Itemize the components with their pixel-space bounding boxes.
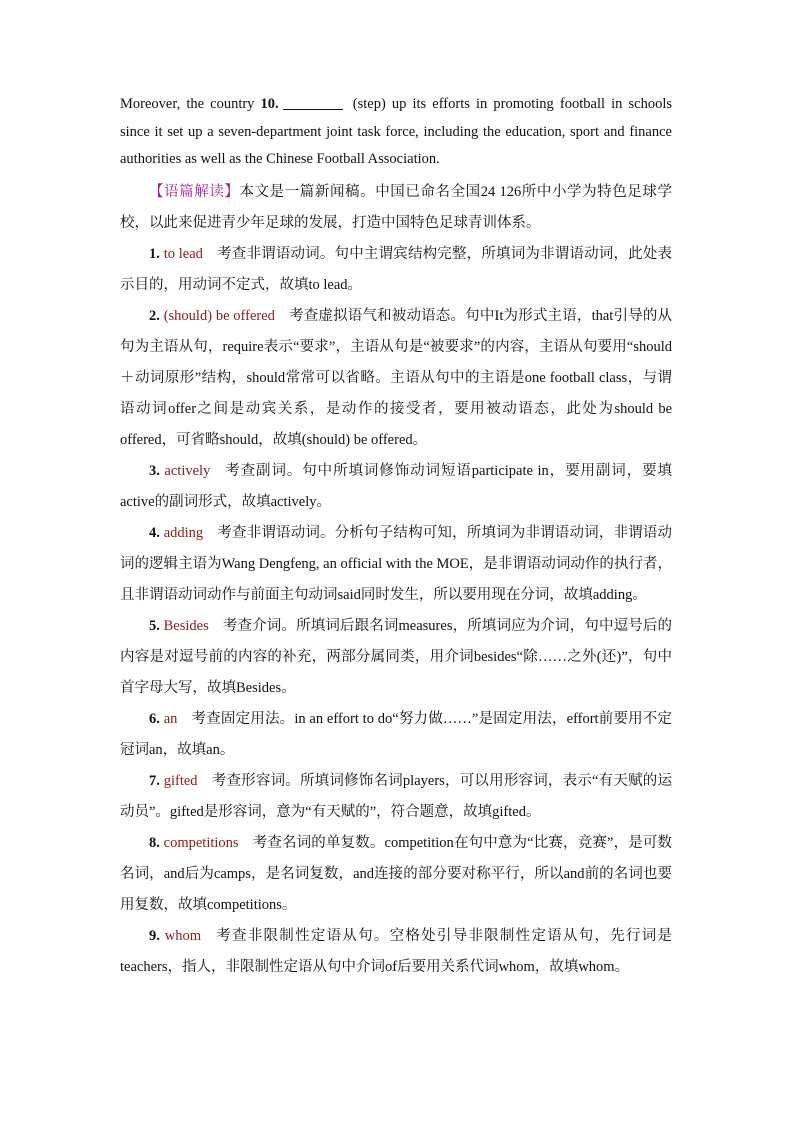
item-number: 8.: [149, 834, 160, 851]
item-answer: an: [163, 710, 178, 727]
item-explanation: 考查介词。所填词后跟名词measures，所填词应为介词，句中逗号后的内容是对逗号前的内容的补充，两部分属同类，用介词besides“除……之外(还)”，句中首字母大写，故填Besides。: [120, 617, 672, 696]
item-explanation: 考查副词。句中所填词修饰动词短语participate in，要用副词，要填active的副词形式，故填actively。: [120, 462, 673, 510]
explanation-item: [120, 921, 672, 983]
item-number: 2.: [149, 307, 160, 324]
item-number: 9.: [149, 927, 160, 944]
passage-text-post: (step) up its efforts in promoting football in schools since it set up a seven-department joint task force, including the education, sport and finance authorities as well as the Chinese Football Association.: [120, 96, 672, 167]
item-answer: (should) be offered: [163, 307, 275, 324]
item-number: 7.: [149, 772, 160, 789]
explanation-item: [120, 828, 672, 921]
item-explanation: 考查形容词。所填词修饰名词players，可以用形容词，表示“有天赋的运动员”。gifted是形容词，意为“有天赋的”，符合题意，故填gifted。: [120, 772, 673, 820]
item-explanation: 考查非限制性定语从句。空格处引导非限制性定语从句，先行词是teachers，指人，非限制性定语从句中介词of后要用关系代词whom，故填whom。: [120, 927, 673, 975]
item-answer: to lead: [163, 245, 203, 262]
explanation-item: [120, 518, 672, 611]
item-explanation: 考查名词的单复数。competition在句中意为“比赛，竞赛”，是可数名词，and后为camps，是名词复数，and连接的部分要对称平行，所以and前的名词也要用复数，故填competitions。: [120, 834, 673, 913]
item-number: 6.: [149, 710, 160, 727]
item-explanation: 考查非谓语动词。句中主谓宾结构完整，所填词为非谓语动词，此处表示目的，用动词不定式，故填to lead。: [120, 245, 672, 293]
item-answer: gifted: [163, 772, 198, 789]
explanation-item: [120, 456, 672, 518]
answer-blank: [283, 95, 343, 110]
item-explanation: 考查非谓语动词。分析句子结构可知，所填词为非谓语动词，非谓语动词的逻辑主语为Wang Dengfeng, an official with the MOE，是非谓语动词动作的执行者，且非谓语动词动作与前面主句动词said同时发生，所以要用现在分词，故填adding。: [120, 524, 673, 603]
summary-paragraph: [120, 177, 672, 239]
item-explanation: 考查固定用法。in an effort to do“努力做……”是固定用法，effort前要用不定冠词an，故填an。: [120, 710, 672, 758]
explanation-item: [120, 766, 672, 828]
item-answer: whom: [164, 927, 202, 944]
question-number: 10.: [260, 96, 279, 112]
item-number: 4.: [149, 524, 160, 541]
explanation-item: [120, 611, 672, 704]
item-explanation: 考查虚拟语气和被动语态。句中It为形式主语，that引导的从句为主语从句，require表示“要求”，主语从句是“被要求”的内容，主语从句要用“should＋动词原形”结构，should常常可以省略。主语从句中的主语是one football class，与谓语动词offer之间是动宾关系，是动作的接受者，要用被动语态，此处为should be offered，可省略should，故填(should) be offered。: [120, 307, 673, 448]
summary-text: 本文是一篇新闻稿。中国已命名全国24 126所中小学为特色足球学校，以此来促进青少年足球的发展，打造中国特色足球青训体系。: [120, 183, 673, 231]
summary-tag: 【语篇解读】: [149, 183, 240, 200]
item-answer: competitions: [163, 834, 239, 851]
explanation-item: [120, 704, 672, 766]
item-number: 5.: [149, 617, 160, 634]
explanation-item: [120, 239, 672, 301]
passage-text-pre: Moreover, the country: [120, 96, 261, 112]
item-answer: adding: [163, 524, 204, 541]
passage-ending: [120, 91, 672, 174]
item-number: 3.: [149, 462, 160, 479]
item-answer: Besides: [163, 617, 209, 634]
document-page: [120, 91, 672, 983]
item-number: 1.: [149, 245, 160, 262]
explanation-item: [120, 301, 672, 456]
item-answer: actively: [164, 462, 211, 479]
